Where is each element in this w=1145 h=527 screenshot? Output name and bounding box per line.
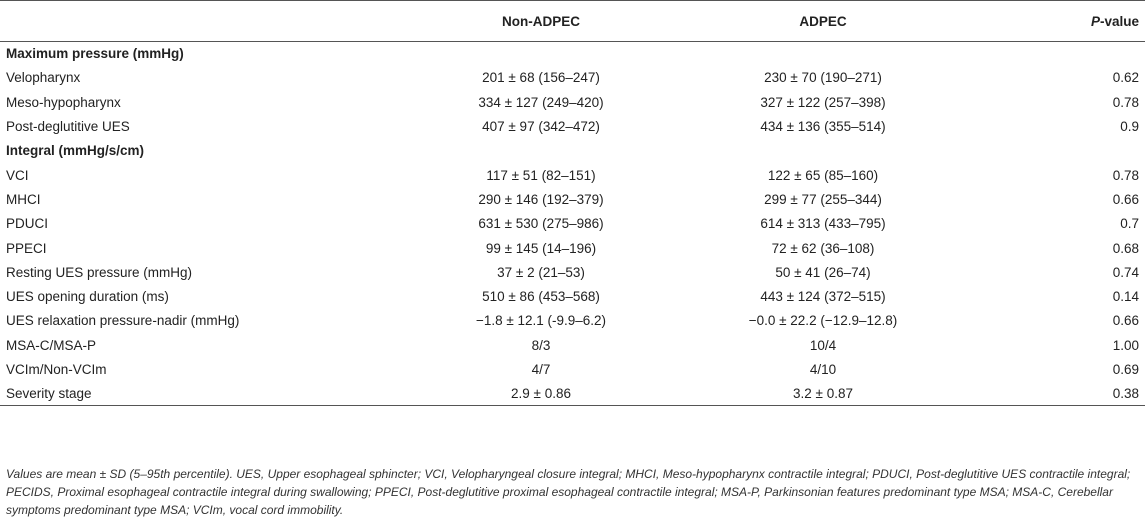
cell-adpec: 299 ± 77 (255–344) — [764, 191, 882, 207]
cell-p-value: 0.62 — [1112, 70, 1139, 86]
cell-p-value: 0.38 — [964, 382, 1145, 406]
table-row — [0, 212, 1145, 236]
cell-p-value: 0.74 — [1112, 264, 1139, 280]
cell-non-adpec: 510 ± 86 (453–568) — [482, 289, 600, 305]
cell-adpec: 434 ± 136 (355–514) — [760, 119, 886, 135]
cell-non-adpec: 407 ± 97 (342–472) — [482, 119, 600, 135]
table-row — [0, 260, 1145, 284]
header-label — [0, 1, 400, 42]
section-row — [0, 42, 1145, 66]
row-label: PPECI — [6, 240, 47, 256]
cell-adpec: 4/10 — [809, 362, 837, 377]
cell-non-adpec: 201 ± 68 (156–247) — [482, 70, 600, 86]
table-row — [0, 357, 1145, 381]
header-p-rest: -value — [1099, 13, 1139, 29]
section-label: Integral (mmHg/s/cm) — [6, 143, 145, 159]
section-row — [0, 139, 1145, 163]
cell-adpec: −0.0 ± 22.2 (−12.9–12.8) — [748, 313, 898, 329]
row-label: Resting UES pressure (mmHg) — [6, 264, 193, 280]
table-row — [0, 309, 1145, 333]
cell-p-value: 0.14 — [1112, 289, 1139, 305]
header-p-value — [964, 1, 1145, 42]
table-row — [0, 187, 1145, 211]
cell-adpec: 50 ± 41 (26–74) — [775, 264, 871, 280]
cell-p-value: 0.78 — [1112, 167, 1139, 183]
header-adpec: ADPEC — [682, 1, 964, 42]
cell-p-value: 0.69 — [1112, 362, 1139, 377]
table-row — [0, 333, 1145, 357]
table-row — [0, 163, 1145, 187]
cell-non-adpec: 631 ± 530 (275–986) — [478, 216, 604, 232]
table-row — [0, 382, 1145, 406]
row-label: UES opening duration (ms) — [6, 289, 169, 305]
cell-adpec: 230 ± 70 (190–271) — [764, 70, 882, 86]
cell-adpec: 327 ± 122 (257–398) — [760, 94, 886, 110]
row-label: PDUCI — [6, 216, 49, 232]
cell-adpec: 10/4 — [809, 337, 837, 353]
row-label: VCIm/Non-VCIm — [6, 362, 107, 377]
cell-non-adpec: −1.8 ± 12.1 (-9.9–6.2) — [475, 313, 607, 329]
cell-non-adpec: 117 ± 51 (82–151) — [486, 167, 596, 183]
table-row — [0, 66, 1145, 90]
cell-non-adpec: 8/3 — [531, 337, 551, 353]
cell-p-value: 0.78 — [1112, 94, 1139, 110]
cell-adpec: 614 ± 313 (433–795) — [760, 216, 886, 232]
cell-non-adpec: 4/7 — [531, 362, 551, 377]
cell-non-adpec: 37 ± 2 (21–53) — [497, 264, 585, 280]
row-label: Severity stage — [0, 382, 400, 406]
table-row — [0, 90, 1145, 114]
header-p-italic: P — [1090, 13, 1100, 29]
section-label: Maximum pressure (mmHg) — [6, 46, 184, 62]
cell-adpec: 443 ± 124 (372–515) — [760, 289, 886, 305]
cell-p-value: 0.68 — [1112, 240, 1139, 256]
table-row — [0, 236, 1145, 260]
row-label: VCI — [6, 167, 29, 183]
row-label: Post-deglutitive UES — [6, 119, 130, 135]
table-row — [0, 284, 1145, 308]
cell-adpec: 72 ± 62 (36–108) — [771, 240, 875, 256]
table-body — [0, 42, 1145, 406]
cell-non-adpec: 2.9 ± 0.86 — [400, 382, 682, 406]
table-header-row — [0, 1, 1145, 42]
row-label: UES relaxation pressure-nadir (mmHg) — [6, 313, 240, 329]
cell-p-value: 0.9 — [1120, 119, 1139, 135]
row-label: MHCI — [6, 191, 41, 207]
cell-p-value: 0.66 — [1112, 191, 1139, 207]
cell-non-adpec: 99 ± 145 (14–196) — [485, 240, 597, 256]
row-label: Meso-hypopharynx — [6, 94, 121, 110]
cell-p-value: 0.66 — [1112, 313, 1139, 329]
row-label: Velopharynx — [6, 70, 81, 86]
cell-p-value: 0.7 — [1120, 216, 1139, 232]
table-row — [0, 114, 1145, 138]
cell-non-adpec: 334 ± 127 (249–420) — [478, 94, 604, 110]
row-label: MSA-C/MSA-P — [6, 337, 97, 353]
table-footnote: Values are mean ± SD (5–95th percentile). UES, Upper esophageal sphincter; VCI, Velopharyngeal closure integral; MHCI, Meso-hypopharynx contractile integral; PDUCI, Post-deglutitive UES contractile integral; PECIDS, Proximal esophageal contractile integral during swallowing; PPECI, Post-deglutitive proximal esophageal contractile integral; MSA-P, Parkinsonian features predominant type MSA; MSA-C, Cerebellar symptoms predominant type MSA; VCIm, vocal cord immobility. — [6, 467, 1131, 517]
cell-adpec: 122 ± 65 (85–160) — [767, 167, 879, 183]
cell-non-adpec: 290 ± 146 (192–379) — [478, 191, 604, 207]
header-non-adpec: Non-ADPEC — [400, 1, 682, 42]
cell-p-value: 1.00 — [1112, 337, 1139, 353]
cell-adpec: 3.2 ± 0.87 — [682, 382, 964, 406]
